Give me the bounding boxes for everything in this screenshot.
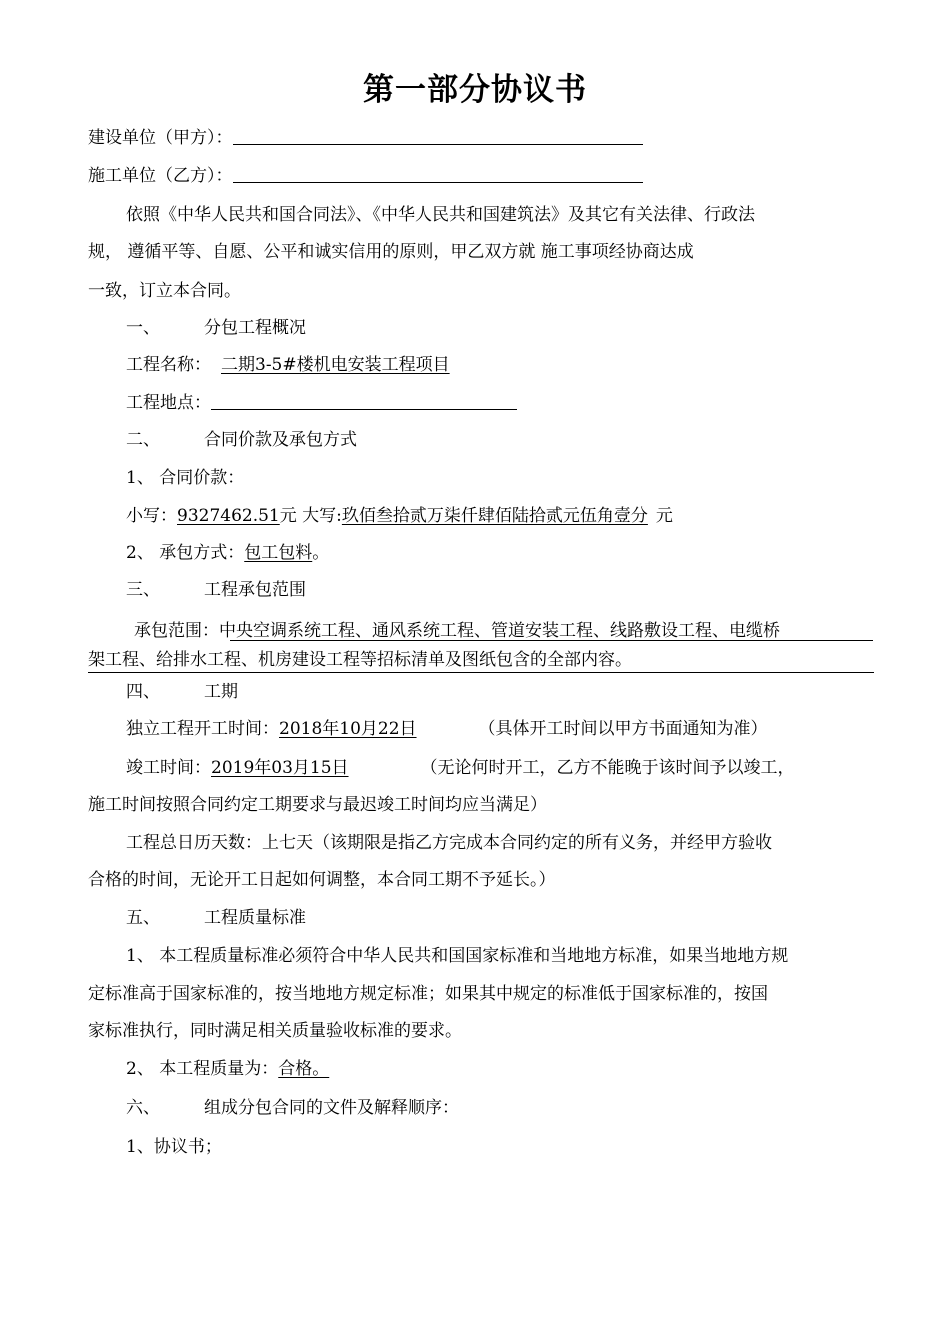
quality-item-2-label: 2、 本工程质量为： (126, 1059, 279, 1079)
section-5-title: 工程质量标准 (204, 908, 306, 928)
price-row (126, 504, 673, 528)
section-4-heading (126, 680, 238, 704)
project-location-row (126, 391, 517, 415)
section-3-heading (126, 578, 306, 602)
section-5-heading (126, 906, 306, 930)
end-date-label: 竣工时间： (126, 758, 211, 778)
section-6-title: 组成分包合同的文件及解释顺序： (204, 1098, 459, 1118)
quality-item-2-value: 合格。 (278, 1059, 330, 1079)
price-small-label: 小写： (126, 506, 177, 526)
end-date-note-2: 施工时间按照合同约定工期要求与最迟竣工时间均应当满足） (88, 795, 547, 815)
quality-item-1-line-2: 定标准高于国家标准的，按当地地方规定标准；如果其中规定的标准低于国家标准的，按国 (88, 984, 768, 1004)
start-date-note: （具体开工时间以甲方书面通知为准） (478, 719, 768, 739)
end-date-row (126, 756, 795, 780)
party-b-label: 施工单位（乙方）： (88, 166, 233, 186)
contract-mode-end: 。 (312, 543, 330, 563)
section-1-heading (126, 316, 306, 340)
quality-item-1-line-1: 1、 本工程质量标准必须符合中华人民共和国国家标准和当地地方标准，如果当地地方规 (126, 946, 789, 966)
contract-mode-label: 2、 承包方式： (126, 543, 245, 563)
start-date-value: 2018年10月22日 (279, 719, 417, 739)
scope-line-1: 中央空调系统工程、通风系统工程、管道安装工程、线路敷设工程、电缆桥 (219, 621, 780, 641)
scope-underline-1 (230, 640, 873, 641)
intro-line-2: 规， 遵循平等、自愿、公平和诚实信用的原则，甲乙双方就 施工事项经协商达成 (88, 242, 694, 262)
end-date-value: 2019年03月15日 (211, 758, 349, 778)
section-1-num: 一、 (126, 318, 160, 338)
intro-line-1: 依照《中华人民共和国合同法》、《中华人民共和国建筑法》及其它有关法律、行政法 (126, 205, 755, 225)
project-name-row (126, 353, 450, 377)
start-date-row (126, 717, 768, 741)
intro-line-3: 一致，订立本合同。 (88, 281, 241, 301)
section-6-num: 六、 (126, 1098, 160, 1118)
documents-item-1: 1、协议书； (126, 1137, 222, 1157)
total-days-line-1: 工程总日历天数：上七天（该期限是指乙方完成本合同约定的所有义务，并经甲方验收 (126, 833, 772, 853)
section-4-num: 四、 (126, 682, 160, 702)
section-3-title: 工程承包范围 (204, 580, 306, 600)
party-b-row (88, 164, 643, 188)
contract-mode-row (126, 541, 329, 565)
page-title: 第一部分协议书 (363, 72, 587, 108)
section-6-heading (126, 1096, 459, 1120)
party-a-row (88, 126, 643, 150)
price-yuan-end: 元 (655, 506, 673, 526)
contract-mode-value: 包工包料 (244, 543, 313, 563)
price-big-value: 玖佰叁拾贰万柒仟肆佰陆拾贰元伍角壹分 (341, 506, 648, 526)
section-5-num: 五、 (126, 908, 160, 928)
start-date-label: 独立工程开工时间： (126, 719, 279, 739)
project-location-blank (211, 393, 517, 410)
price-small-value: 9327462.51 (177, 506, 280, 526)
price-yuan-upper-label: 元 大写: (279, 506, 342, 526)
section-4-title: 工期 (204, 682, 238, 702)
end-date-note: （无论何时开工，乙方不能晚于该时间予以竣工， (420, 758, 795, 778)
quality-item-2-row (126, 1057, 329, 1081)
party-a-label: 建设单位（甲方）： (88, 128, 233, 148)
section-1-title: 分包工程概况 (204, 318, 306, 338)
section-3-num: 三、 (126, 580, 160, 600)
total-days-line-2: 合格的时间，无论开工日起如何调整，本合同工期不予延长。） (88, 870, 556, 890)
section-2-num: 二、 (126, 430, 160, 450)
project-name-label: 工程名称： (126, 355, 211, 375)
section-2-heading (126, 428, 357, 452)
quality-item-1-line-3: 家标准执行，同时满足相关质量验收标准的要求。 (88, 1021, 462, 1041)
scope-underline-2 (88, 672, 874, 673)
scope-line-2: 架工程、给排水工程、机房建设工程等招标清单及图纸包含的全部内容。 (88, 650, 632, 670)
project-name-value: 二期3-5#楼机电安装工程项目 (221, 355, 450, 375)
section-2-title: 合同价款及承包方式 (204, 430, 357, 450)
contract-price-item: 1、 合同价款： (126, 468, 245, 488)
party-b-blank (233, 166, 643, 183)
project-location-label: 工程地点： (126, 393, 211, 413)
party-a-blank (233, 128, 643, 145)
scope-label: 承包范围： (134, 621, 219, 641)
